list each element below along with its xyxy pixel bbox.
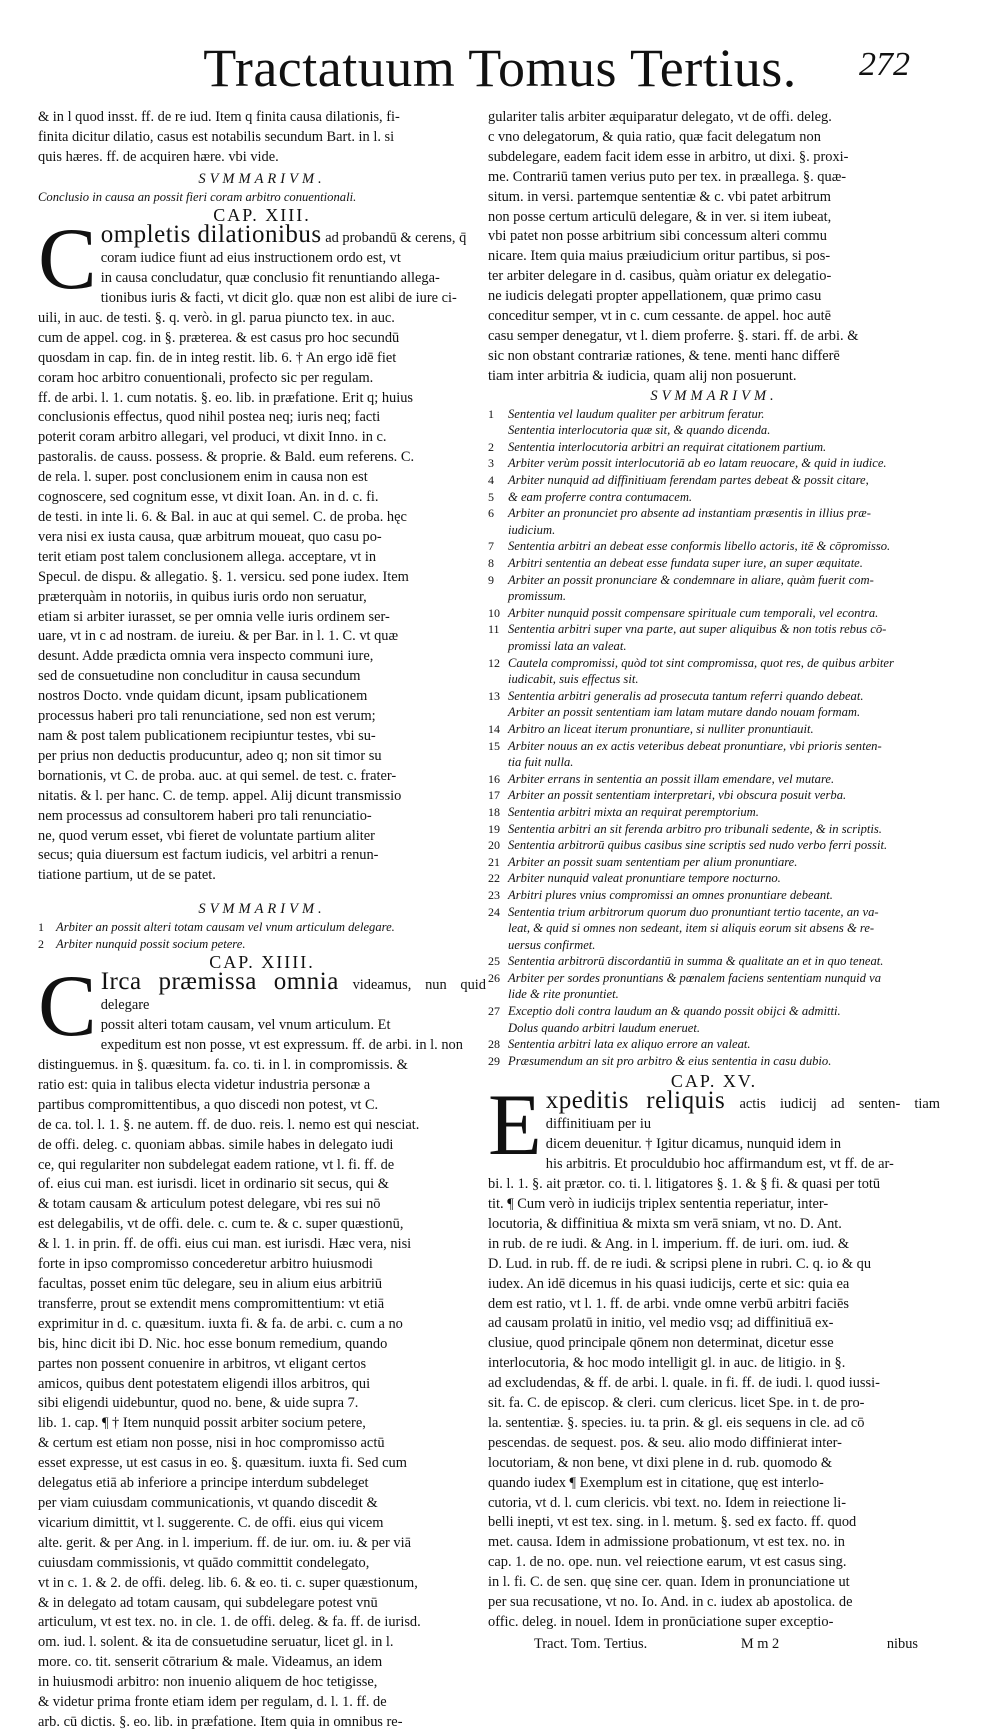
summary-number: 13 xyxy=(488,688,500,703)
summary-item xyxy=(488,1036,940,1053)
summary-item xyxy=(488,787,940,804)
summary-item xyxy=(488,572,940,589)
summary-item xyxy=(488,422,940,439)
summary-number: 9 xyxy=(488,572,494,587)
text-line: ff. de arbi. l. 1. cum notatis. §. eo. lib. in præfatione. Erit q; huius xyxy=(38,389,414,406)
text-line: sed de consuetudine non concluditur in causa secundum xyxy=(38,668,361,685)
text-line: desunt. Adde prædicta omnia vera inspecto communi iure, xyxy=(38,648,374,665)
text-line: per sua recusatione, vt no. Io. And. in c. iudex ab apostolica. de xyxy=(488,1594,853,1611)
text-line: dicem deuenitur. † Igitur dicamus, nunquid idem in xyxy=(545,1136,842,1153)
text-line: offic. deleg. in nouel. Idem in pronūciatione super exceptio- xyxy=(488,1614,834,1630)
summary-text: Sententia arbitri generalis ad prosecuta tantum referri quando debeat. xyxy=(508,688,864,703)
left-top-text xyxy=(38,108,486,168)
signature-mark: M m 2 xyxy=(740,1635,780,1652)
summary-number: 8 xyxy=(488,556,494,571)
text-line: belli inepti, vt est tex. sing. in l. metum. §. sed ex facto. ff. quod xyxy=(488,1514,857,1531)
summary-item xyxy=(488,937,940,954)
summary-list xyxy=(488,406,940,1070)
text-line: ad excludendas, & ff. de arbi. l. quale. in fi. ff. de iudi. l. quod iussi- xyxy=(488,1375,880,1392)
summary-text: Præsumendum an sit pro arbitro & eius sententia in casu dubio. xyxy=(508,1053,832,1068)
summary-text: Arbiter an possit pronunciare & condemnare in aliare, quàm fuerit com- xyxy=(508,572,874,587)
summary-number: 10 xyxy=(488,605,500,620)
text-line: nitatis. & l. per hanc. C. de temp. appel. Alij dicunt transmissio xyxy=(38,787,402,804)
summary-item xyxy=(488,555,940,572)
text-line: cognoscere, sed cognitum esse, vt dixit Ioan. An. in d. c. fi. xyxy=(38,489,379,506)
summary-text: lide & rite pronuntiet. xyxy=(508,987,619,1002)
summary-item xyxy=(488,455,940,472)
text-line: coram iudice fiunt ad eius instructionem ordo est, vt xyxy=(100,250,401,267)
summary-item xyxy=(488,970,940,987)
text-line: & totam causam & articulum potest delegare, vbi res sui nō xyxy=(38,1196,381,1213)
summary-number: 12 xyxy=(488,655,500,670)
summary-text: Arbiter nunquid possit compensare spirituale cum temporali, vel econtra. xyxy=(508,605,879,620)
text-line: nem processus ad consultorem haberi pro tali renunciatio- xyxy=(38,807,372,824)
summary-text: Arbiter errans in sententia an possit illam emendare, vel mutare. xyxy=(508,771,835,786)
footer-signature: Tract. Tom. Tertius. xyxy=(534,1635,648,1652)
summary-item xyxy=(488,522,940,539)
summary-item xyxy=(488,605,940,622)
text-line: articulum, vt est tex. no. in cle. 1. de offi. deleg. & fa. ff. de iurisd. xyxy=(38,1614,421,1631)
text-line: bornationis, vt C. de proba. auc. at qui semel. de test. c. frater- xyxy=(38,767,397,784)
text-line: quando iudex ¶ Exemplum est in citatione, quę est interlo- xyxy=(488,1474,824,1491)
summary-text: uersus confirmet. xyxy=(508,937,596,952)
summary-number: 4 xyxy=(488,473,494,488)
text-line: possit alteri totam causam, vel vnum articulum. Et xyxy=(100,1017,391,1034)
summary-number: 16 xyxy=(488,771,500,786)
page-number: 272 xyxy=(859,46,910,83)
summary-number: 2 xyxy=(38,936,44,951)
summary-text: Sententia vel laudum qualiter per arbitrum feratur. xyxy=(508,406,765,421)
drop-cap-initial: E xyxy=(488,1077,542,1175)
summary-number: 6 xyxy=(488,506,494,521)
summary-number: 15 xyxy=(488,738,500,753)
chapter-heading-13: CAP. XIII. xyxy=(213,205,311,226)
summary-text: tia fuit nulla. xyxy=(508,755,574,770)
summary-text: promissum. xyxy=(508,589,566,604)
text-line: cutoria, vt d. l. cum clericis. vbi text. no. Idem in reiectione li- xyxy=(488,1494,847,1511)
running-title: Tractatuum Tomus Tertius. xyxy=(203,38,797,98)
catchword: nibus xyxy=(886,1635,918,1652)
text-line: per viam cuiusdam communicationis, vt quando discedit & xyxy=(38,1494,378,1511)
summary-item xyxy=(488,489,940,506)
chapter-heading-15: CAP. XV. xyxy=(670,1071,758,1092)
summary-number: 28 xyxy=(488,1037,500,1052)
summary-text: Arbiter an possit sententiam interpretari, vbi obscura posuit verba. xyxy=(508,788,847,803)
text-line: & certum est etiam non posse, nisi in hoc compromisso actū xyxy=(38,1435,385,1452)
summary-number: 19 xyxy=(488,821,500,836)
text-line: locutoria, & diffinitiua & mixta sm verā sniam, vt no. D. Ant. xyxy=(488,1215,842,1232)
summary-item xyxy=(488,688,940,705)
summary-text: Sententia arbitri super vna parte, aut super aliquibus & non totis rebus cō- xyxy=(508,622,887,637)
text-line: coram hoc arbitro conuentionali, profecto sic per regulam. xyxy=(38,369,374,386)
summary-number: 25 xyxy=(488,954,500,969)
summary-text: Arbiter nunquid ad diffinitiuam ferendam partes debeat & possit citare, xyxy=(508,473,869,488)
summary-item xyxy=(488,870,940,887)
text-line: lib. 1. cap. ¶ † Item nunquid possit arbiter socium petere, xyxy=(38,1415,366,1432)
summary-item xyxy=(488,472,940,489)
summary-number: 17 xyxy=(488,788,500,803)
text-line: subdelegare, eadem facit idem esse in arbitro, ut dixi. §. proxi- xyxy=(488,148,849,165)
text-line: me. Contrariū tamen verius puto per tex. in præallega. §. quæ- xyxy=(488,168,847,185)
text-line: uili, in auc. de testi. §. q. verò. in gl. parua piuncto tex. in auc. xyxy=(38,309,395,326)
text-line: per prius non deductis producuntur, adeo q; non sit timor su xyxy=(38,747,382,764)
summary-item xyxy=(38,919,486,936)
summary-heading-1: SVMMARIVM. xyxy=(198,170,326,187)
right-column xyxy=(488,108,940,1655)
text-line: ter arbiter delegare in d. casibus, quàm oriatur ex delegatio- xyxy=(488,268,832,285)
chapter-15-incipit: xpeditis reliquis xyxy=(545,1087,726,1115)
text-line: sit. fa. C. de episcop. & cleri. cum clericus. licet Spe. in t. de pro- xyxy=(488,1395,865,1412)
summary-text: Sententia arbitri an sit ferenda arbitro pro tribunali sedente, & in scriptis. xyxy=(508,821,882,836)
summary-item xyxy=(488,754,940,771)
summary-item xyxy=(488,904,940,921)
summary-text: Arbiter nunquid valeat pronuntiare tempore nocturno. xyxy=(508,871,781,886)
text-line: tiatione partium, ut de se patet. xyxy=(38,867,216,884)
text-line: in huiusmodi arbitro: non inuenio aliquem de hoc tetigisse, xyxy=(38,1674,378,1691)
text-line: tiam inter arbitria & iudicia, quam alij non posuerunt. xyxy=(488,367,797,384)
summary-text: Sententia arbitri an debeat esse conformis libello actoris, itē & cōpromisso. xyxy=(508,539,891,554)
left-column xyxy=(38,108,486,1733)
summary-item xyxy=(488,821,940,838)
summary-text: Sententia arbitrorū discordantiū in summa & qualitate an et in quo teneat. xyxy=(508,954,884,969)
summary-number: 23 xyxy=(488,887,500,902)
summary-item xyxy=(488,588,940,605)
text-line: secus; quia diuersum est factum iudicis, vel arbitri a renun- xyxy=(38,847,379,864)
text-line: quosdam in cap. fin. de in integ restit. lib. 6. † An ergo idē fiet xyxy=(38,349,397,366)
text-line: casu semper denegatur, vt l. diem proferre. §. stari. ff. de arbi. & xyxy=(488,327,859,344)
summary-number: 21 xyxy=(488,854,500,869)
summary-number: 1 xyxy=(38,920,44,935)
text-line: præterquàm in notoriis, in quibus iuris ordo non seruatur, xyxy=(38,588,367,605)
summary-item xyxy=(488,837,940,854)
text-line: de offi. deleg. c. quoniam abbas. simile habes in delegato iudi xyxy=(38,1136,394,1153)
drop-cap-initial: C xyxy=(38,958,97,1056)
summary-text: Sententia trium arbitrorum quorum duo pronuntiant tertio tacente, an va- xyxy=(508,904,879,919)
text-line: delegatus etiā ab inferiore a principe interdum subdeleget xyxy=(38,1475,369,1492)
text-line: non posse certum articulū delegare, & in ver. si item iubeat, xyxy=(488,208,832,225)
summary-text: Sententia interlocutoria quæ sit, & quando dicenda. xyxy=(508,423,771,438)
summary-number: 27 xyxy=(488,1004,500,1019)
text-line: est delegabilis, vt de offi. dele. c. cum te. & c. super quæstionū, xyxy=(38,1216,404,1233)
summary-item xyxy=(488,771,940,788)
text-line: facultas, posset enim tūc delegare, seu in alium eius arbitriū xyxy=(38,1276,383,1292)
page-footer xyxy=(488,1635,940,1655)
summary-text: Arbiter verùm possit interlocutoriā ab eo latam reuocare, & quid in iudice. xyxy=(508,456,887,471)
text-line: cap. 1. de no. ope. nun. vel reiectione earum, vt est casus sing. xyxy=(488,1554,847,1571)
text-line: conclusionis effectus, quod nihil postea neq; iuris neq; facti xyxy=(38,409,381,426)
text-line: uare, vt in c ad nostram. de iureiu. & per Bar. in l. 1. C. vt quæ xyxy=(38,628,399,645)
summary-text: Arbiter an possit sententiam iam latam mutare dando nouam formam. xyxy=(508,705,861,720)
text-line: esset expresse, ut est casus in eo. §. quæsitum. iuxta fi. Sed cum xyxy=(38,1455,407,1472)
text-line: in rub. de re iudi. & Ang. in l. imperium. ff. de iuri. om. iud. & xyxy=(488,1235,850,1252)
chapter-15-first-line: actis iudicij ad senten- tiam diffinitiuam per iu xyxy=(545,1096,940,1133)
text-line: vera nisi ex iusta causa, quæ arbitrum moueat, quo casu po- xyxy=(38,528,382,545)
text-line: pastoralis. de causs. possess. & proprie. & Bald. eum referens. C. xyxy=(38,449,415,466)
text-line: of. eius cui man. est iurisdi. licet in ordinario sit secus, qui & xyxy=(38,1176,389,1193)
text-line: clusiue, quod principale qōnem non determinat, dicetur esse xyxy=(488,1335,834,1352)
text-line: processus haberi pro tali renunciatione, sed non est verum; xyxy=(38,708,376,725)
text-line: his arbitris. Et proculdubio hoc affirmandum est, vt ff. de ar- xyxy=(545,1156,894,1173)
chapter-heading-14: CAP. XIIII. xyxy=(209,952,315,973)
text-line: poterit coram arbitro allegari, vel produci, vt dixit Inno. in c. xyxy=(38,429,387,446)
summary-item xyxy=(488,638,940,655)
summary-text: leat, & quid si omnes non sedeant, item si aliquis eorum sit absens & re- xyxy=(508,921,875,936)
summary-text: Arbitri sententia an debeat esse fundata super iure, an super æquitate. xyxy=(508,556,863,571)
text-line: vicarium dimittit, vt l. suggerente. C. de offi. eius qui vicem xyxy=(38,1514,384,1531)
summary-item xyxy=(488,439,940,456)
text-line: vbi patet non posse arbitrium sibi concessum alteri commu xyxy=(488,228,827,245)
text-line: ad causam prolatū in initio, vel medio vsq; ad diffinitiuā ex- xyxy=(488,1315,834,1332)
summary-item xyxy=(488,505,940,522)
text-line: de ca. tol. l. 1. §. ne autem. ff. de duo. reis. l. nemo est qui nesciat. xyxy=(38,1116,420,1133)
text-line: finita dicitur dilatio, casus est notabilis secundum Bart. in l. si xyxy=(38,128,395,145)
summary-item xyxy=(488,986,940,1003)
text-line: om. iud. l. solent. & ita de consuetudine seruatur, licet gl. in l. xyxy=(38,1634,394,1651)
text-line: etiam si arbiter iurasset, se per omnia velle iuris ordinem ser- xyxy=(38,608,390,625)
summary-item xyxy=(488,953,940,970)
summary-item xyxy=(488,538,940,555)
text-line: nicare. Item quia maius præiudicium oritur partibus, si pos- xyxy=(488,248,831,265)
text-line: ce, qui regulariter non subdelegat eadem ratione, vt l. fi. ff. de xyxy=(38,1156,395,1173)
drop-cap-initial: C xyxy=(38,211,97,309)
text-line: distinguemus. in §. quæsitum. fa. co. ti. in l. in compromissis. & xyxy=(38,1057,408,1074)
page-header xyxy=(0,28,1000,100)
summary-number: 7 xyxy=(488,539,494,554)
text-line: forte in ipso compromisso concederetur arbitro huiusmodi xyxy=(38,1256,373,1273)
summary-text: Sententia interlocutoria arbitri an requirat citationem partium. xyxy=(508,439,827,454)
text-line: vt in c. 1. & 2. de offi. deleg. lib. 6. & eo. ti. c. super quæstionum, xyxy=(38,1574,418,1591)
chapter-14-incipit: Irca præmissa omnia xyxy=(100,968,339,996)
summary-number: 29 xyxy=(488,1053,500,1068)
text-line: arb. cū dictis. §. eo. lib. in præfatione. Item quia in omnibus re- xyxy=(38,1713,403,1730)
summary-item xyxy=(488,704,940,721)
summary-text: promissi lata an valeat. xyxy=(508,639,627,653)
text-line: met. causa. Idem in admissione probationum, vt est tex. no. in xyxy=(488,1534,845,1551)
text-line: & videtur prima fronte etiam idem per regulam, d. l. 1. ff. de xyxy=(38,1694,387,1711)
summary-number: 24 xyxy=(488,904,500,919)
summary-item xyxy=(488,854,940,871)
chapter-13-first-line: ad probandū & cerens, q̄ xyxy=(325,230,467,247)
summary-item xyxy=(488,671,940,688)
summary-item xyxy=(38,936,486,953)
summary-heading-3: SVMMARIVM. xyxy=(650,387,778,404)
summary-number: 2 xyxy=(488,439,494,454)
summary-number: 3 xyxy=(488,456,494,471)
summary-number: 11 xyxy=(488,622,500,637)
summary-item xyxy=(488,655,940,672)
summary-item xyxy=(488,804,940,821)
summary-text: Arbitro an liceat iterum pronuntiare, si nulliter pronuntiauit. xyxy=(508,721,814,736)
summary-item xyxy=(488,406,940,423)
text-line: partes non possent conuenire in arbitros, vt eligant certos xyxy=(38,1355,367,1372)
summary-number: 22 xyxy=(488,871,500,886)
text-line: de testi. in inte li. 6. & Bal. in auc at qui semel. C. de proba. hęc xyxy=(38,509,407,525)
text-line: tionibus iuris & facti, vt dicit glo. quæ non est alibi de iure ci- xyxy=(100,290,457,307)
text-line: D. Lud. in rub. ff. de re iudi. & scripsi plene in rubri. C. q. io & qu xyxy=(488,1255,872,1272)
text-line: sibi eligendi uidebuntur, quod no. bene, & uide supra 7. xyxy=(38,1395,359,1412)
summary-item xyxy=(488,1020,940,1037)
text-line: partibus compromittentibus, a quo discedi non potest, vt C. xyxy=(38,1096,379,1113)
text-line: ne iudicis delegati propter appellationem, quæ primo casu xyxy=(488,288,822,305)
summary-text: Arbitri plures vnius compromissi an omnes pronuntiare debeant. xyxy=(508,887,833,902)
summary-text: Dolus quando arbitri laudum eneruet. xyxy=(508,1020,701,1035)
summary-text: Arbiter an pronunciet pro absente ad instantiam præsentis in illius præ- xyxy=(508,506,871,521)
text-line: sic non obstant contrariæ rationes, & tene. menti hanc differē xyxy=(488,347,840,364)
text-line: alte. gerit. & per Ang. in l. imperium. ff. de iur. om. iu. & per viā xyxy=(38,1534,412,1551)
right-top-text xyxy=(488,108,940,387)
summary-number: 26 xyxy=(488,970,500,985)
summary-text: Exceptio doli contra laudum an & quando possit obijci & admitti. xyxy=(508,1004,841,1019)
summary-text: iudicium. xyxy=(508,522,556,537)
text-line: interlocutoria, & hoc modo intelligit gl. in auc. de litigio. in §. xyxy=(488,1355,846,1372)
text-line: situm. in versi. partemque sententiæ & c. vbi patet arbitrum xyxy=(488,188,831,205)
text-line: ratio est: quia in talibus electa videtur industria personæ a xyxy=(38,1076,371,1093)
summary-heading-2: SVMMARIVM. xyxy=(198,901,326,918)
summary-text: Arbiter an possit suam sententiam per alium pronuntiare. xyxy=(508,854,798,869)
text-line: transferre, prout se extendit mens compromittentium: vt etiā xyxy=(38,1295,385,1312)
summary-text: Sententia arbitri mixta an requirat peremptorium. xyxy=(508,804,759,819)
summary-number: 1 xyxy=(488,406,494,421)
text-line: more. co. tit. senserit cōtrarium & male. Videamus, an idem xyxy=(38,1654,383,1671)
summary-number: 20 xyxy=(488,838,500,853)
summary-item xyxy=(488,738,940,755)
summary-number: 5 xyxy=(488,489,494,504)
summary-item xyxy=(488,920,940,937)
summary-text: Arbiter nunquid possit socium petere. xyxy=(56,936,246,951)
summary-text: iudicabit, suis effectus sit. xyxy=(508,672,639,687)
summary-item: Conclusio in causa an possit fieri coram arbitro conuentionali. xyxy=(38,189,357,204)
text-line: & l. 1. in prin. ff. de offi. eius cui man. est iurisdi. Hæc vera, nisi xyxy=(38,1236,412,1253)
text-line: la. sententiæ. §. species. iu. ta prin. & gl. eis sequens in cle. ad cō xyxy=(488,1414,865,1431)
text-line: bis, hinc dicit ibi D. Nic. hoc esse bonum remedium, quando xyxy=(38,1335,388,1352)
chapter-13-incipit: ompletis dilationibus xyxy=(100,221,322,249)
summary-item xyxy=(488,721,940,738)
text-line: locutoriam, & non bene, vt dixi plene in d. rub. quomodo & xyxy=(488,1454,833,1471)
text-line: de rela. l. super. post conclusionem enim in causa non est xyxy=(38,469,368,486)
text-line: amicos, quibus dent potestatem eligendi illos arbitros, qui xyxy=(38,1375,371,1392)
text-line: in causa concludatur, quæ conclusio fit renuntiando allega- xyxy=(100,270,440,287)
text-line: pescendas. de sequest. pos. & seu. alio modo diffinierat inter- xyxy=(488,1434,842,1451)
text-line: bi. l. 1. §. ait prætor. co. ti. l. litigatores §. 1. & § fi. & quasi per totū xyxy=(488,1176,881,1193)
summary-item xyxy=(488,1003,940,1020)
summary-item xyxy=(488,1053,940,1070)
text-line: conceditur semper, vt in c. cum cessante. de appel. hoc autē xyxy=(488,308,832,325)
summary-text: Sententia arbitrorū quibus casibus sine scriptis sed nudo verbo ferri possit. xyxy=(508,838,888,853)
summary-text: & eam proferre contra contumacem. xyxy=(508,489,693,504)
summary-text: Arbiter an possit alteri totam causam vel vnum articulum delegare. xyxy=(56,920,395,935)
text-line: nam & post talem publicationem recipiuntur testes, vbi su- xyxy=(38,727,376,744)
summary-text: Sententia arbitri lata ex aliquo errore an valeat. xyxy=(508,1037,751,1052)
text-line: terit etiam post talem conclusionem allega. acceptare, vt in xyxy=(38,548,377,565)
text-line: iudex. An idē dicemus in his quasi iudicijs, certe et sic: quia ea xyxy=(488,1275,850,1292)
text-line: exprimitur in d. c. quæsitum. iuxta fi. & fa. de arbi. c. cum a no xyxy=(38,1315,403,1332)
text-line: c vno delegatorum, & quia ratio, quæ facit delegatum non xyxy=(488,128,821,145)
text-line: nostros Docto. vnde quidam dicunt, ipsam publicationem xyxy=(38,688,368,705)
summary-text: Arbiter per sordes pronuntians & pœnalem faciens sententiam nunquid va xyxy=(508,970,882,985)
chapter-14-first-line: videamus, nun quid delegare xyxy=(100,977,486,1014)
text-line: Specul. de dispu. & allegatio. §. 1. versicu. sed pone iudex. Item xyxy=(38,568,409,585)
summary-number: 18 xyxy=(488,804,500,819)
text-line: tit. ¶ Cum verò in iudicijs triplex sententia reperiatur, inter- xyxy=(488,1195,829,1212)
summary-text: Arbiter nouus an ex actis veteribus debeat pronuntiare, vbi prioris senten- xyxy=(508,738,882,753)
text-line: gulariter talis arbiter æquiparatur delegato, vt de offi. deleg. xyxy=(488,109,832,125)
text-line: ne, quod verum esset, vbi fieret de voluntate partium aliter xyxy=(38,827,375,844)
summary-text: Cautela compromissi, quòd tot sint compromissa, quot res, de quibus arbiter xyxy=(508,655,894,670)
text-line: & in l quod insst. ff. de re iud. Item q finita causa dilationis, fi- xyxy=(38,109,400,125)
summary-item xyxy=(488,621,940,638)
text-line: cuiusdam commissionis, vt quādo committit condelegato, xyxy=(38,1554,370,1571)
text-line: & in delegato ad totam causam, qui subdelegare potest vnū xyxy=(38,1594,378,1611)
text-line: cum de appel. cog. in §. præterea. & est casus pro hoc secundū xyxy=(38,329,400,346)
text-line: in l. fi. C. de sen. quę sine cer. quan. Idem in pronunciatione ut xyxy=(488,1574,850,1591)
text-line: expeditum est non posse, vt est expressum. ff. de arbi. in l. non xyxy=(100,1037,463,1054)
text-line: quis hæres. ff. de acquiren hære. vbi vide. xyxy=(38,148,279,165)
summary-number: 14 xyxy=(488,721,500,736)
summary-item xyxy=(488,887,940,904)
text-line: dem est ratio, vt l. 1. ff. de arbi. vnde omne verbū arbitri faciēs xyxy=(488,1295,849,1312)
